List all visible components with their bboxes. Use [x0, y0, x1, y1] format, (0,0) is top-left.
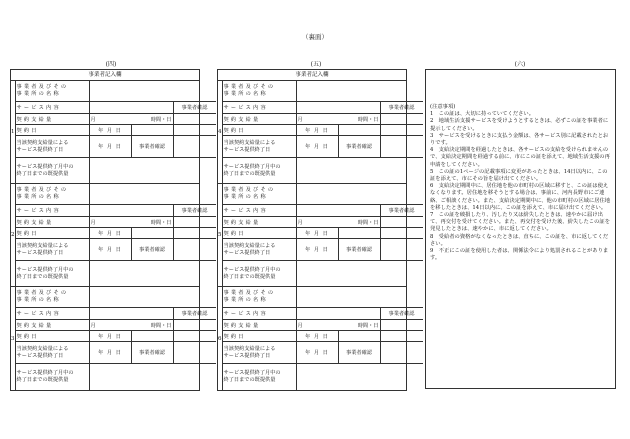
confirm-field[interactable]	[174, 331, 216, 341]
contract-amount-label: 契約支給量	[223, 114, 297, 124]
business-name-line-2: 事業所の名称	[16, 91, 61, 97]
used-amount-field[interactable]	[297, 364, 423, 390]
confirm-field[interactable]	[381, 114, 423, 124]
end-date-ymd[interactable]: 年 月 日	[297, 136, 339, 157]
used-amount-line-2: 終了日までの既提供量	[223, 377, 276, 383]
business-name-field[interactable]	[297, 81, 423, 101]
confirm-label: 事業者確認	[388, 311, 415, 317]
business-name-field[interactable]	[90, 81, 216, 101]
panel-5	[217, 69, 415, 391]
month-prefix: 月	[90, 322, 96, 329]
service-label: サービス内容	[16, 308, 90, 319]
end-date-ymd[interactable]: 年 月 日	[90, 342, 132, 363]
end-date-label	[223, 136, 297, 157]
column-label-5: (五)	[310, 61, 322, 68]
confirm-field[interactable]	[174, 114, 216, 124]
note-item: 3 サービスを受けるときに支払う金額は、各サービス別に記載されたとおりです。	[430, 132, 609, 147]
entry-block	[11, 287, 208, 390]
used-amount-line-1: サービス提供終了月中の	[223, 266, 281, 273]
contract-amount-field[interactable]	[297, 114, 381, 124]
business-name-field[interactable]	[90, 184, 216, 204]
end-date-label	[16, 342, 90, 363]
page-title: （裏面）	[302, 33, 328, 41]
contract-date-blank	[339, 331, 381, 341]
business-name-label	[223, 184, 297, 204]
confirm-label: 事業者確認	[181, 311, 208, 317]
entry-block	[11, 184, 208, 287]
service-field[interactable]	[297, 205, 381, 216]
used-amount-label	[16, 158, 90, 183]
contract-amount-label: 契約支給量	[223, 217, 297, 227]
contract-date-label: 契約日	[16, 125, 90, 135]
end-date-ymd[interactable]: 年 月 日	[297, 342, 339, 363]
used-amount-label	[16, 364, 90, 390]
contract-date-label: 契約日	[16, 228, 90, 238]
used-amount-field[interactable]	[90, 364, 216, 390]
hours-day: 時間・日	[150, 116, 172, 123]
note-item: 5 この証の1ページの記載事項に変更があったときは、14日以内に、この証を添えて、市にその旨を届け出てください。	[430, 168, 608, 183]
confirm-field[interactable]	[174, 342, 216, 363]
used-amount-label	[223, 364, 297, 390]
contract-amount-label: 契約支給量	[223, 320, 297, 330]
end-date-ymd[interactable]: 年 月 日	[297, 239, 339, 260]
contract-date-blank	[339, 228, 381, 238]
used-amount-line-2: 終了日までの既提供量	[16, 377, 69, 383]
contract-amount-field[interactable]	[90, 114, 174, 124]
confirm-label: 事業者確認	[132, 239, 174, 260]
business-name-line-1: 事業者及びその	[16, 187, 69, 193]
month-prefix: 月	[297, 116, 303, 123]
panel-4	[10, 69, 208, 391]
month-prefix: 月	[297, 219, 303, 226]
end-date-line-2: サービス提供終了日	[16, 146, 64, 153]
used-amount-line-1: サービス提供終了月中の	[16, 163, 74, 170]
confirm-field[interactable]	[381, 320, 423, 330]
end-date-line-2: サービス提供終了日	[223, 249, 271, 256]
business-name-label	[16, 287, 90, 307]
business-name-line-1: 事業者及びその	[223, 84, 276, 90]
end-date-line-1: 当該契約支給量による	[16, 345, 69, 352]
entry-block	[218, 184, 415, 287]
used-amount-field[interactable]	[297, 261, 423, 286]
contract-amount-label: 契約支給量	[16, 114, 90, 124]
business-name-field[interactable]	[297, 184, 423, 204]
end-date-line-1: 当該契約支給量による	[16, 242, 69, 249]
end-date-line-1: 当該契約支給量による	[223, 242, 276, 249]
confirm-label: 事業者確認	[339, 136, 381, 157]
confirm-label: 事業者確認	[388, 208, 415, 214]
block-number: 6	[218, 287, 223, 390]
confirm-field[interactable]	[174, 125, 216, 135]
contract-date-label: 契約日	[223, 331, 297, 341]
business-name-line-2: 事業所の名称	[223, 297, 268, 303]
block-number: 1	[11, 81, 16, 183]
business-name-line-1: 事業者及びその	[223, 290, 276, 296]
contract-amount-label: 契約支給量	[16, 217, 90, 227]
end-date-line-1: 当該契約支給量による	[223, 345, 276, 352]
confirm-field[interactable]	[381, 239, 423, 260]
confirm-label: 事業者確認	[339, 342, 381, 363]
business-name-line-1: 事業者及びその	[16, 84, 69, 90]
hours-day: 時間・日	[150, 219, 172, 226]
end-date-label	[223, 342, 297, 363]
contract-amount-field[interactable]	[297, 217, 381, 227]
contract-date-label: 契約日	[223, 228, 297, 238]
contract-amount-field[interactable]	[90, 320, 174, 330]
service-label: サービス内容	[223, 205, 297, 216]
note-item: 4 支給決定期間を経過したときは、各サービスの支給を受けられませんので、支給決定期間を経過する前に、市にこの証を添えて、地域生活支援の再申請をしてください。	[430, 147, 610, 168]
business-name-line-2: 事業所の名称	[223, 194, 268, 200]
contract-date-blank	[132, 125, 174, 135]
entry-block	[218, 81, 415, 184]
business-name-line-2: 事業所の名称	[16, 297, 61, 303]
contract-date-label: 契約日	[223, 125, 297, 135]
used-amount-line-1: サービス提供終了月中の	[16, 370, 74, 376]
hours-day: 時間・日	[357, 116, 379, 123]
panel-header: 事業者記入欄	[11, 70, 199, 81]
contract-date-ymd[interactable]: 年 月 日	[90, 228, 132, 238]
used-amount-line-1: サービス提供終了月中の	[223, 163, 281, 170]
end-date-line-2: サービス提供終了日	[16, 352, 64, 359]
confirm-label: 事業者確認	[339, 239, 381, 260]
end-date-ymd[interactable]: 年 月 日	[90, 136, 132, 157]
service-label: サービス内容	[223, 102, 297, 113]
end-date-label	[223, 239, 297, 260]
notes	[430, 104, 612, 262]
contract-amount-label: 契約支給量	[16, 320, 90, 330]
service-field[interactable]	[90, 205, 174, 216]
contract-date-ymd[interactable]: 年 月 日	[297, 331, 339, 341]
contract-date-blank	[339, 125, 381, 135]
contract-date-blank	[132, 331, 174, 341]
note-item: 7 この証を破損したり、汚したり又は紛失したときは、速やかに届け出て、再交付を受けてください。また、再交付を受けた後、紛失したこの証を発見したときは、速やかに、市に返してください。	[430, 212, 610, 233]
contract-amount-field[interactable]	[297, 320, 381, 330]
contract-date-label: 契約日	[16, 331, 90, 341]
business-name-field[interactable]	[90, 287, 216, 307]
used-amount-label	[223, 158, 297, 183]
column-label-6: (六)	[514, 61, 526, 68]
notes-panel	[425, 69, 616, 389]
confirm-field[interactable]	[381, 217, 423, 227]
business-name-label	[16, 184, 90, 204]
confirm-field[interactable]	[174, 320, 216, 330]
business-name-line-2: 事業所の名称	[223, 91, 268, 97]
confirm-field[interactable]	[381, 228, 423, 238]
month-prefix: 月	[297, 322, 303, 329]
business-name-line-1: 事業者及びその	[16, 290, 69, 296]
confirm-field[interactable]	[381, 331, 423, 341]
confirm-label: 事業者確認	[181, 208, 208, 214]
confirm-label: 事業者確認	[132, 342, 174, 363]
contract-amount-field[interactable]	[90, 217, 174, 227]
hours-day: 時間・日	[150, 322, 172, 329]
service-field[interactable]	[90, 308, 174, 319]
column-label-4: (四)	[105, 61, 117, 68]
confirm-field[interactable]	[174, 217, 216, 227]
service-label: サービス内容	[16, 205, 90, 216]
end-date-line-1: 当該契約支給量による	[16, 139, 69, 146]
business-name-line-1: 事業者及びその	[223, 187, 276, 193]
entry-block	[11, 81, 208, 184]
month-prefix: 月	[90, 116, 96, 123]
business-name-field[interactable]	[297, 287, 423, 307]
end-date-line-2: サービス提供終了日	[223, 352, 271, 359]
service-field[interactable]	[297, 308, 381, 319]
note-item: 2 地域生活支援サービスを受けようとするときは、必ずこの証を事業者に提示してください。	[430, 118, 609, 132]
panel-header: 事業者記入欄	[218, 70, 406, 81]
end-date-label	[16, 136, 90, 157]
used-amount-line-2: 終了日までの既提供量	[223, 170, 276, 177]
used-amount-field[interactable]	[297, 158, 423, 183]
business-name-label	[16, 81, 90, 101]
confirm-label: 事業者確認	[388, 105, 415, 111]
notes-title: (注意事項)	[430, 104, 456, 110]
used-amount-field[interactable]	[90, 261, 216, 286]
confirm-field[interactable]	[174, 136, 216, 157]
block-number: 5	[218, 184, 223, 286]
month-prefix: 月	[90, 219, 96, 226]
contract-date-ymd[interactable]: 年 月 日	[297, 125, 339, 135]
end-date-line-2: サービス提供終了日	[223, 146, 271, 153]
used-amount-line-1: サービス提供終了月中の	[16, 266, 74, 273]
used-amount-label	[223, 261, 297, 286]
confirm-label: 事業者確認	[132, 136, 174, 157]
entry-block	[218, 287, 415, 390]
service-field[interactable]	[90, 102, 174, 113]
business-name-label	[223, 81, 297, 101]
note-item: 6 支給決定期間中に、居住地を他の市町村の区域に移すと、この証は使えなくなります。居住地を移そうとする場合は、事前に、河内長野市にご連絡、ご相談ください。また、支給決定期間中に、他の市町村の区域に居住地を移したときは、14日以内に、この証を添えて、市に届け出てください。	[430, 183, 611, 211]
confirm-field[interactable]	[381, 136, 423, 157]
end-date-line-1: 当該契約支給量による	[223, 139, 276, 146]
used-amount-line-2: 終了日までの既提供量	[16, 170, 69, 177]
end-date-ymd[interactable]: 年 月 日	[90, 239, 132, 260]
confirm-field[interactable]	[174, 239, 216, 260]
contract-date-blank	[132, 228, 174, 238]
confirm-label: 事業者確認	[181, 105, 208, 111]
note-item: 1 この証は、大切に持っていてください。	[430, 111, 535, 118]
contract-date-ymd[interactable]: 年 月 日	[90, 331, 132, 341]
used-amount-line-1: サービス提供終了月中の	[223, 370, 281, 376]
contract-date-ymd[interactable]: 年 月 日	[90, 125, 132, 135]
confirm-field[interactable]	[174, 228, 216, 238]
hours-day: 時間・日	[357, 322, 379, 329]
contract-date-ymd[interactable]: 年 月 日	[297, 228, 339, 238]
block-number: 4	[218, 81, 223, 183]
business-name-line-2: 事業所の名称	[16, 194, 61, 200]
confirm-field[interactable]	[381, 125, 423, 135]
end-date-label	[16, 239, 90, 260]
service-label: サービス内容	[223, 308, 297, 319]
block-number: 3	[11, 287, 16, 390]
service-label: サービス内容	[16, 102, 90, 113]
service-field[interactable]	[297, 102, 381, 113]
used-amount-line-2: 終了日までの既提供量	[223, 273, 276, 280]
used-amount-label	[16, 261, 90, 286]
hours-day: 時間・日	[357, 219, 379, 226]
note-item: 9 不正にこの証を使用した者は、関係法令により処罰されることがあります。	[430, 248, 609, 262]
confirm-field[interactable]	[381, 342, 423, 363]
block-number: 2	[11, 184, 16, 286]
end-date-line-2: サービス提供終了日	[16, 249, 64, 256]
used-amount-field[interactable]	[90, 158, 216, 183]
note-item: 8 受給者の資格がなくなったときは、直ちに、この証を、市に返してください。	[430, 233, 609, 247]
used-amount-line-2: 終了日までの既提供量	[16, 273, 69, 280]
business-name-label	[223, 287, 297, 307]
